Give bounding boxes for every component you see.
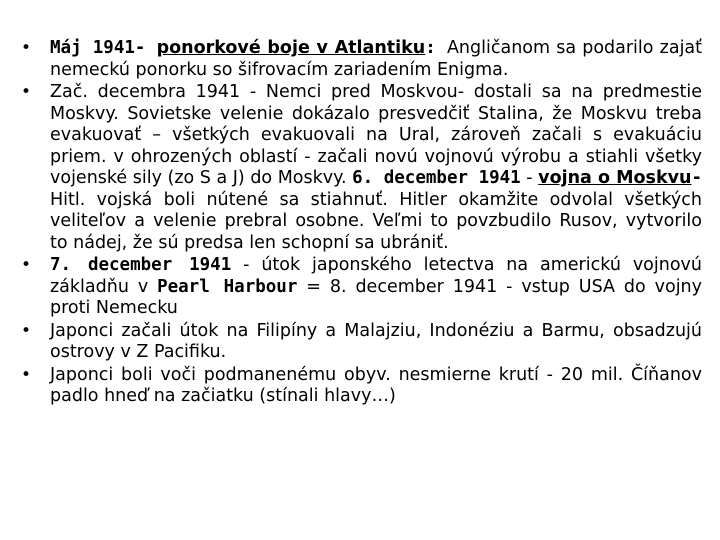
bullet-dot-icon: • bbox=[21, 38, 32, 58]
bullet-text-segment: Zač. decembra 1941 - Nemci pred Moskvou- dostali sa na predmestie Moskvy. Sovietske velenie dokázalo presvedčiť Stalina, že Moskvu treba evakuovať – všetkých evakuovali na Ural, zároveň začali s evakuáciu priem. v ohrozených oblastí - začali novú vojnovú výrobu a stiahli všetky vojenské sily (zo S a J) do Moskvy. bbox=[50, 82, 702, 188]
bullet-list bbox=[18, 38, 702, 409]
bullet-dot-icon: • bbox=[21, 364, 32, 385]
bullet-item-2 bbox=[18, 82, 702, 254]
bullet-text-segment: ponorkové boje v Atlantiku bbox=[156, 38, 426, 58]
bullet-dot-icon: • bbox=[21, 320, 32, 341]
bullet-text-segment: Japonci začali útok na Filipíny a Malajziu, Indonéziu a Barmu, obsadzujú ostrovy v Z Pacifiku. bbox=[50, 320, 702, 362]
bullet-text-segment: Japonci boli voči podmanenému obyv. nesmierne krutí - 20 mil. Číňanov padlo hneď na začiatku (stínali hlavy…) bbox=[50, 364, 702, 406]
bullet-text-segment: - bbox=[691, 168, 702, 188]
bullet-text-segment: Pearl Harbour bbox=[157, 276, 298, 297]
bullet-item-1 bbox=[18, 38, 702, 81]
bullet-text-segment: - útok japonského letectva na americkú vojnovú základňu v bbox=[50, 255, 702, 297]
bullet-text-segment: Hitl. vojská boli nútené sa stiahnuť. Hitler okamžite odvolal všetkých veliteľov a velenie prebral osobne. Veľmi to povzbudilo Rusov, vytvorilo to nádej, že sú predsa len schopní sa ubrániť. bbox=[50, 189, 702, 253]
bullet-item-5 bbox=[18, 365, 702, 408]
bullet-text-segment: 7. december 1941 bbox=[50, 255, 232, 275]
bullet-text-segment: - bbox=[520, 168, 539, 188]
bullet-dot-icon: • bbox=[21, 82, 32, 102]
bullet-item-3 bbox=[18, 255, 702, 320]
bullet-text-segment: 6. december 1941 bbox=[352, 168, 521, 188]
bullet-item-4 bbox=[18, 321, 702, 364]
bullet-text-segment: Angličanom sa podarilo zajať nemeckú ponorku so šifrovacím zariadením Enigma. bbox=[50, 38, 703, 80]
bullet-text-segment: Máj 1941- bbox=[50, 38, 157, 58]
bullet-text-segment: vojna o Moskvu bbox=[538, 168, 692, 188]
bullet-dot-icon: • bbox=[21, 255, 32, 275]
bullet-text-segment: = 8. december 1941 - vstup USA do vojny proti Nemecku bbox=[50, 276, 703, 318]
bullet-text-segment: : bbox=[425, 38, 447, 58]
